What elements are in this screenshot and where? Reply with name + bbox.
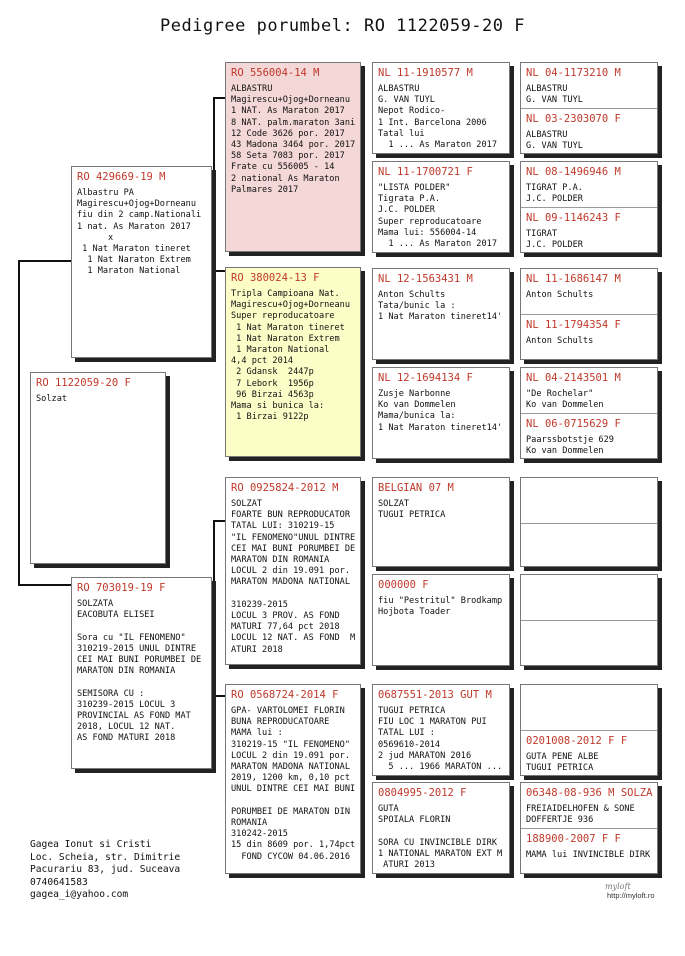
card-text: TIGRAT P.A. J.C. POLDER [526, 183, 583, 205]
ring-number: RO 703019-19 F [77, 582, 166, 594]
ring-number: NL 11-1910577 M [378, 67, 473, 79]
card-text: SOLZAT TUGUI PETRICA [378, 499, 446, 521]
subject-card [30, 372, 166, 564]
card-text: Anton Schults [526, 336, 594, 346]
ancestor-pair-card [520, 367, 658, 459]
ancestor-pair-card [520, 161, 658, 253]
card-text: TUGUI PETRICA FIU LOC 1 MARATON PUI TATAL LUI : 0569610-2014 2 jud MARATON 2016 5 ... 1966 MARATON ... [378, 706, 503, 773]
grandparent-card [225, 477, 361, 665]
ring-number: RO 0568724-2014 F [231, 689, 339, 701]
ring-number: RO 1122059-20 F [36, 377, 131, 389]
brand-logo: myloft [605, 882, 631, 891]
card-text: Albastru PA Magirescu+Ojog+Dorneanu fiu din 2 camp.Nationali 1 nat. As Maraton 2017 x 1 Nat Maraton tineret 1 Nat Naraton Extrem 1 Maraton National [77, 188, 202, 277]
card-text: SOLZAT FOARTE BUN REPRODUCATOR TATAL LUI: 310219-15 "IL FENOMENO"UNUL DINTRE CEI MAI BUNI PORUMBEI DE MARATON DIN ROMANIA LOCUL 2 din 19.091 por. MARATON MADONA NATIONAL 310239-2015 LOCUL 3 PROV. AS FOND MATURI 77,64 pct 2018 LOCUL 12 NAT. AS FOND M ATURI 2018 [231, 499, 356, 655]
ancestor-pair-card [520, 782, 658, 874]
ring-number: RO 0925824-2012 M [231, 482, 339, 494]
great-grandparent-card [372, 684, 510, 776]
card-text: Zusje Narbonne Ko van Dommelen Mama/bunica la: 1 Nat Maraton tineret14' [378, 389, 503, 433]
card-text: FREIAIDELHOFEN & SONE DOFFERTJE 936 [526, 804, 635, 826]
card-text: "LISTA POLDER" Tigrata P.A. J.C. POLDER Super reproducatoare Mama lui: 556004-14 1 ... As Maraton 2017 [378, 183, 497, 250]
connector [213, 520, 215, 697]
card-text: SOLZATA EACOBUTA ELISEI Sora cu "IL FENOMENO" 310219-2015 UNUL DINTRE CEI MAI BUNI PORUMBEI DE MARATON DIN ROMANIA SEMISORA CU : 310239-2015 LOCUL 3 PROVINCIAL AS FOND MAT 2018, LOCUL 12 NAT. AS FOND MATURI 2018 [77, 599, 202, 744]
card-text: Anton Schults [526, 290, 594, 300]
ring-number: NL 11-1794354 F [526, 319, 621, 331]
great-grandparent-card [372, 62, 510, 154]
great-grandparent-card [372, 782, 510, 874]
great-grandparent-card [372, 574, 510, 666]
ring-number: RO 380024-13 F [231, 272, 320, 284]
ring-number: BELGIAN 07 M [378, 482, 454, 494]
ring-number: 188900-2007 F F [526, 833, 621, 845]
great-grandparent-card [372, 367, 510, 459]
pair-divider [521, 523, 657, 524]
card-text: "De Rochelar" Ko van Dommelen [526, 389, 604, 411]
ancestor-pair-card [520, 684, 658, 776]
ring-number: NL 08-1496946 M [526, 166, 621, 178]
card-text: Solzat [36, 394, 68, 404]
card-text: MAMA lui INVINCIBLE DIRK [526, 850, 651, 860]
ancestor-pair-card [520, 268, 658, 360]
connector [18, 584, 71, 586]
grandparent-card [225, 684, 361, 874]
connector [213, 97, 225, 99]
card-text: fiu "Pestritul" Brodkamp Hojbota Toader [378, 596, 503, 618]
ring-number: 06348-08-936 M SOLZA [526, 787, 653, 799]
card-text: Tripla Campioana Nat. Magirescu+Ojog+Dorneanu Super reproducatoare 1 Nat Maraton tineret 1 Nat Naraton Extrem 1 Maraton National 4,4 pct 2014 2 Gdansk 2447p 7 Lebork 1956p 96 Birzai 4563p Mama si bunica la: 1 Birzai 9122p [231, 289, 350, 423]
card-text: Anton Schults Tata/bunic la : 1 Nat Maraton tineret14' [378, 290, 503, 323]
sire-card [71, 166, 212, 358]
ring-number: NL 12-1563431 M [378, 273, 473, 285]
great-grandparent-card [372, 477, 510, 567]
grandparent-card [225, 62, 361, 252]
brand-url[interactable]: http://myloft.ro [607, 891, 655, 900]
card-text: GUTA PENE ALBE TUGUI PETRICA [526, 752, 599, 774]
connector [213, 97, 215, 272]
card-text: ALBASTRU Magirescu+Ojog+Dorneanu 1 NAT. As Maraton 2017 8 NAT. palm.maraton 3ani 12 Code 3626 por. 2017 43 Madona 3464 por. 2017 58 Seta 7083 por. 2017 Frate cu 556005 - 14 2 national As Maraton Palmares 2017 [231, 84, 356, 195]
connector [213, 520, 225, 522]
ring-number: 0804995-2012 F [378, 787, 467, 799]
card-text: Paarssbotstje 629 Ko van Dommelen [526, 435, 614, 457]
ring-number: NL 11-1686147 M [526, 273, 621, 285]
card-text: TIGRAT J.C. POLDER [526, 229, 583, 251]
connector [18, 260, 71, 262]
ring-number: NL 03-2303070 F [526, 113, 621, 125]
ring-number: NL 11-1700721 F [378, 166, 473, 178]
ring-number: NL 04-2143501 M [526, 372, 621, 384]
ring-number: NL 06-0715629 F [526, 418, 621, 430]
ring-number: 0201008-2012 F F [526, 735, 628, 747]
ancestor-pair-card [520, 477, 658, 567]
ring-number: NL 04-1173210 M [526, 67, 621, 79]
connector [213, 695, 225, 697]
ancestor-pair-card [520, 62, 658, 154]
ring-number: NL 12-1694134 F [378, 372, 473, 384]
card-text: ALBASTRU G. VAN TUYL Nepot Rodico- 1 Int. Barcelona 2006 Tatal lui 1 ... As Maraton 2017 [378, 84, 497, 151]
connector [213, 270, 225, 272]
page-title: Pedigree porumbel: RO 1122059-20 F [160, 16, 525, 36]
pair-divider [521, 620, 657, 621]
connector [18, 260, 20, 585]
ancestor-pair-card [520, 574, 658, 666]
dam-card [71, 577, 212, 769]
card-text: ALBASTRU G. VAN TUYL [526, 84, 583, 106]
ring-number: NL 09-1146243 F [526, 212, 621, 224]
ring-number: RO 556004-14 M [231, 67, 320, 79]
owner-contact: Gagea Ionut si Cristi Loc. Scheia, str. Dimitrie Pacurariu 83, jud. Suceava 0740641583 gagea_i@yahoo.com [30, 839, 181, 901]
ring-number: 0687551-2013 GUT M [378, 689, 492, 701]
great-grandparent-card [372, 268, 510, 360]
ring-number: 000000 F [378, 579, 429, 591]
card-text: GUTA SPOIALA FLORIN SORA CU INVINCIBLE DIRK 1 NATIONAL MARATON EXT M ATURI 2013 [378, 804, 503, 871]
grandparent-card [225, 267, 361, 457]
card-text: GPA- VARTOLOMEI FLORIN BUNA REPRODUCATOARE MAMA lui : 310219-15 "IL FENOMENO" LOCUL 2 din 19.091 por. MARATON MADONA NATIONAL 2019, 1200 km, 0,10 pct UNUL DINTRE CEI MAI BUNI PORUMBEI DE MARATON DIN ROMANIA 310242-2015 15 din 8609 por. 1,74pct FOND CYCOW 04.06.2016 [231, 706, 356, 862]
ring-number: RO 429669-19 M [77, 171, 166, 183]
card-text: ALBASTRU G. VAN TUYL [526, 130, 583, 152]
great-grandparent-card [372, 161, 510, 253]
